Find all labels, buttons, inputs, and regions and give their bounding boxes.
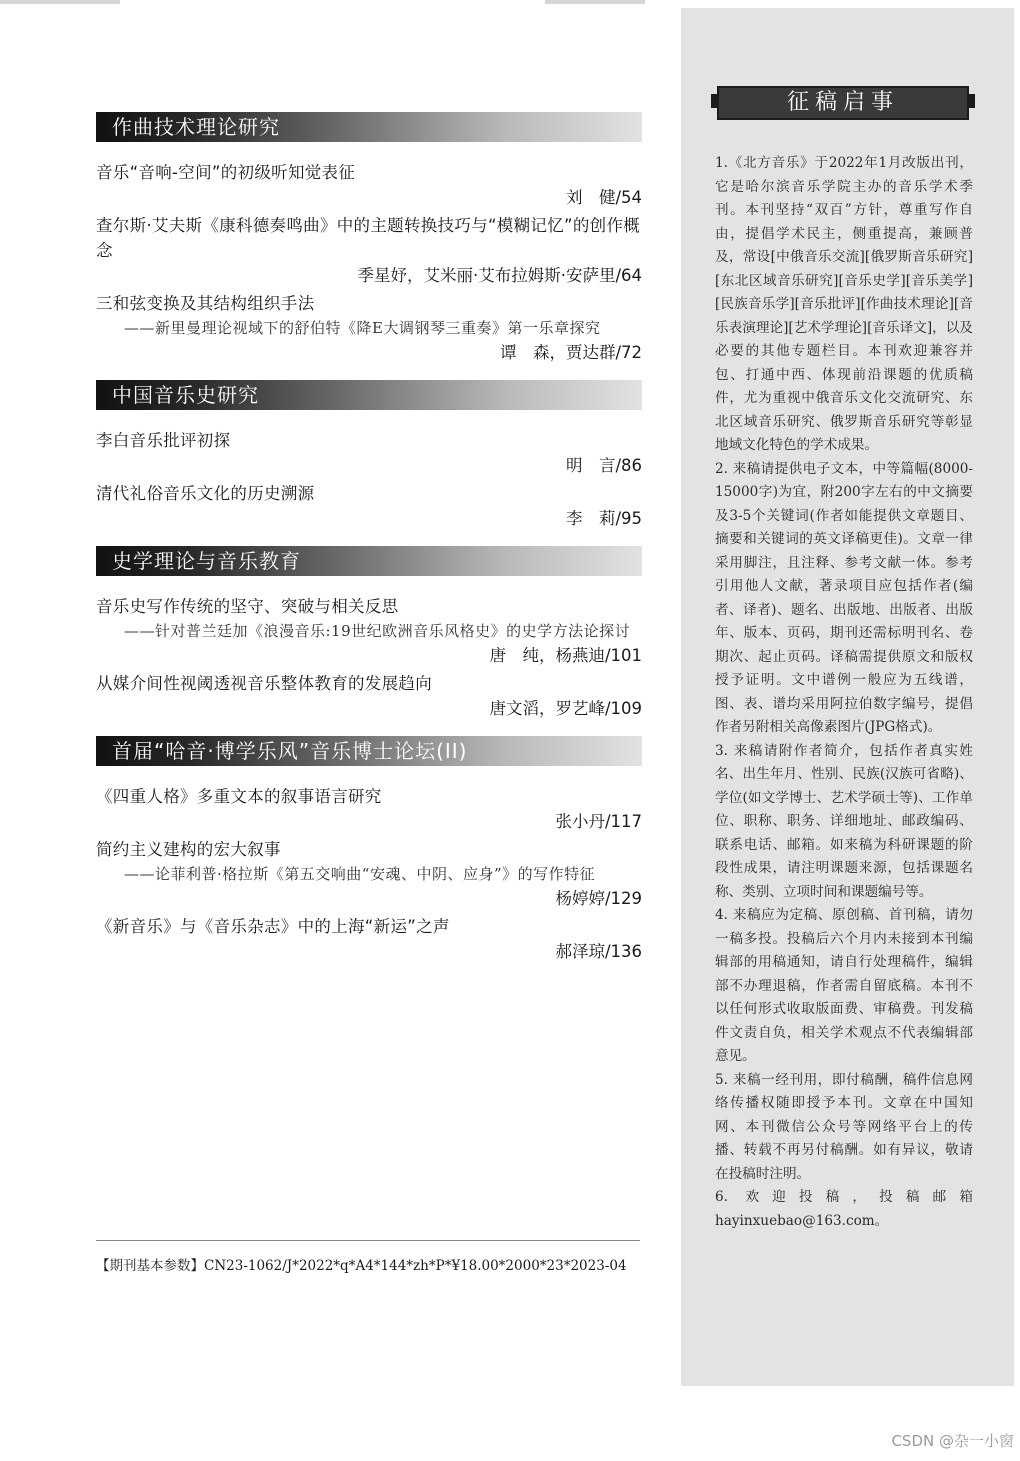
cfp-paragraph: 5. 来稿一经刊用，即付稿酬，稿件信息网络传播权随即授予本刊。文章在中国知网、本刊微信公众号等网络平台上的传播、转载不再另付稿酬。如有异议，敬请在投稿时注明。: [715, 1071, 973, 1182]
toc-section: [96, 546, 642, 722]
section-heading: 史学理论与音乐教育: [96, 546, 642, 576]
article-title: 清代礼俗音乐文化的历史溯源: [96, 484, 315, 503]
section-heading: 作曲技术理论研究: [96, 112, 642, 142]
toc-entry: [96, 837, 642, 912]
call-for-papers-heading: 征稿启事: [717, 86, 969, 120]
article-author-page: 杨婷婷/129: [555, 889, 642, 908]
toc-entry: [96, 160, 642, 211]
table-of-contents: [96, 112, 642, 979]
article-title: 《四重人格》多重文本的叙事语言研究: [96, 787, 382, 806]
article-author-page: 唐 纯，杨燕迪/101: [489, 646, 642, 665]
header-fragment-right: [545, 0, 645, 4]
header-fragment-left: [0, 0, 120, 4]
article-title: 查尔斯·艾夫斯《康科德奏鸣曲》中的主题转换技巧与“模糊记忆”的创作概念: [96, 216, 641, 260]
toc-entry: [96, 594, 642, 669]
article-subtitle: ——针对普兰廷加《浪漫音乐:19世纪欧洲音乐风格史》的史学方法论探讨: [124, 622, 631, 640]
toc-entry: [96, 784, 642, 835]
article-author-page: 郝泽琼/136: [555, 942, 642, 961]
article-author-page: 刘 健/54: [565, 188, 642, 207]
article-title: 简约主义建构的宏大叙事: [96, 840, 281, 859]
toc-entry: [96, 291, 642, 366]
toc-entry: [96, 213, 642, 289]
article-title: 李白音乐批评初探: [96, 431, 231, 450]
call-for-papers-panel: [681, 8, 1014, 1386]
article-author-page: 季星妤，艾米丽·艾布拉姆斯·安萨里/64: [357, 266, 642, 285]
article-subtitle: ——新里曼理论视域下的舒伯特《降E大调钢琴三重奏》第一乐章探究: [124, 319, 601, 337]
article-title: 音乐史写作传统的坚守、突破与相关反思: [96, 597, 399, 616]
cfp-paragraph: 3. 来稿请附作者简介，包括作者真实姓名、出生年月、性别、民族(汉族可省略)、学位(如文学博士、艺术学硕士等)、工作单位、职称、职务、详细地址、邮政编码、联系电话、邮箱。如来稿为科研课题的阶段性成果，请注明课题来源，包括课题名称、类别、立项时间和课题编号等。: [715, 742, 973, 900]
toc-section: [96, 736, 642, 965]
top-edge-marks: [0, 0, 660, 8]
article-title: 三和弦变换及其结构组织手法: [96, 294, 315, 313]
article-author-page: 明 言/86: [565, 456, 642, 475]
watermark: CSDN @杂一小窗: [891, 1432, 1014, 1450]
toc-section: [96, 380, 642, 532]
toc-entry: [96, 671, 642, 722]
article-author-page: 张小丹/117: [555, 812, 642, 831]
toc-entry: [96, 914, 642, 965]
article-title: 《新音乐》与《音乐杂志》中的上海“新运”之声: [96, 917, 450, 936]
article-title: 从媒介间性视阈透视音乐整体教育的发展趋向: [96, 674, 432, 693]
toc-entry: [96, 428, 642, 479]
toc-section: [96, 112, 642, 366]
footer-divider: [96, 1240, 640, 1241]
article-author-page: 李 莉/95: [565, 509, 642, 528]
cfp-paragraph: 6. 欢迎投稿，投稿邮箱 hayinxuebao@163.com。: [715, 1189, 973, 1229]
section-heading: 中国音乐史研究: [96, 380, 642, 410]
article-title: 音乐“音响-空间”的初级听知觉表征: [96, 163, 356, 182]
article-subtitle: ——论菲利普·格拉斯《第五交响曲“安魂、中阴、应身”》的写作特征: [124, 865, 596, 883]
cfp-paragraph: 4. 来稿应为定稿、原创稿、首刊稿，请勿一稿多投。投稿后六个月内未接到本刊编辑部的用稿通知，请自行处理稿件，编辑部不办理退稿，作者需自留底稿。本刊不以任何形式收取版面费、审稿费。刊发稿件文责自负，相关学术观点不代表编辑部意见。: [715, 907, 973, 1064]
article-author-page: 唐文滔，罗艺峰/109: [489, 699, 642, 718]
cfp-paragraph: 2. 来稿请提供电子文本，中等篇幅(8000-15000字)为宜，附200字左右的中文摘要及3-5个关键词(作者如能提供文章题目、摘要和关键词的英文译稿更佳)。文章一律采用脚注，且注释、参考文献一体。参考引用他人文献，著录项目应包括作者(编者、译者)、题名、出版地、出版者、出版年、版本、页码，期刊还需标明刊名、卷期次、起止页码。译稿需提供原文和版权授予证明。文中谱例一般应为五线谱，图、表、谱均采用阿拉伯数字编号，提倡作者另附相关高像素图片(JPG格式)。: [715, 460, 973, 735]
journal-parameters: 【期刊基本参数】CN23-1062/J*2022*q*A4*144*zh*P*¥18.00*2000*23*2023-04: [96, 1258, 627, 1274]
section-heading: 首届“哈音·博学乐风”音乐博士论坛(II): [96, 736, 642, 766]
cfp-paragraph: 1.《北方音乐》于2022年1月改版出刊，它是哈尔滨音乐学院主办的音乐学术季刊。本刊坚持“双百”方针，尊重写作自由，提倡学术民主，侧重提高，兼顾普及，常设[中俄音乐交流][俄罗斯音乐研究][东北区域音乐研究][音乐史学][音乐美学][民族音乐学][音乐批评][作曲技术理论][音乐表演理论][艺术学理论][音乐译文]，以及必要的其他专题栏目。本刊欢迎兼容并包、打通中西、体现前沿课题的优质稿件，尤为重视中俄音乐文化交流研究、东北区域音乐研究、俄罗斯音乐研究等彰显地域文化特色的学术成果。: [715, 155, 973, 453]
toc-entry: [96, 481, 642, 532]
article-author-page: 谭 森，贾达群/72: [499, 343, 642, 362]
call-for-papers-body: [715, 152, 973, 1233]
